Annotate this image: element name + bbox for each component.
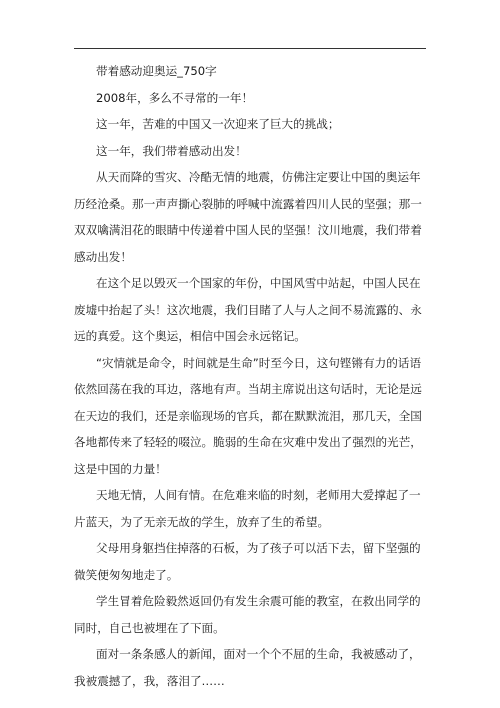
paragraph-4: 从天而降的雪灾、冷酷无情的地震，仿佛注定要让中国的奥运年历经沧桑。那一声声撕心裂肺的呼喊中流露着四川人民的坚强；那一双双噙满泪花的眼睛中传递着中国人民的坚强！汶川地震，我们带着感动出发！ <box>74 170 422 264</box>
document-body <box>74 58 426 694</box>
paragraph-8: 父母用身躯挡住掉落的石板，为了孩子可以活下去，留下坚强的微笑便匆匆地走了。 <box>74 541 421 582</box>
paragraph-10: 面对一条条感人的新闻，面对一个个不屈的生命，我被感动了，我被震撼了，我，落泪了…… <box>74 647 421 688</box>
document-title: 带着感动迎奥运_750字 <box>96 64 217 78</box>
header-rule <box>74 48 426 49</box>
paragraph-7: 天地无情，人间有情。在危难来临的时刻，老师用大爱撑起了一片蓝天，为了无亲无故的学生，放弃了生的希望。 <box>74 488 421 529</box>
paragraph-6: “灾情就是命令，时间就是生命”时至今日，这句铿锵有力的话语依然回荡在我的耳边，落地有声。当胡主席说出这句话时，无论是远在天边的我们，还是亲临现场的官兵，都在默默流泪，那几天，全国各地都传来了轻轻的啜泣。脆弱的生命在灾难中发出了强烈的光芒，这是中国的力量！ <box>74 355 422 476</box>
paragraph-9: 学生冒着危险毅然返回仍有发生余震可能的教室，在救出同学的同时，自己也被埋在了下面。 <box>74 594 421 635</box>
paragraph-2: 这一年，苦难的中国又一次迎来了巨大的挑战； <box>96 117 340 131</box>
paragraph-3: 这一年，我们带着感动出发！ <box>96 143 247 158</box>
paragraph-1: 2008年，多么不寻常的一年！ <box>96 90 254 105</box>
paragraph-5: 在这个足以毁灭一个国家的年份，中国风雪中站起，中国人民在废墟中抬起了头！这次地震，我们目睹了人与人之间不易流露的、永远的真爱。这个奥运，相信中国会永远铭记。 <box>74 276 422 343</box>
